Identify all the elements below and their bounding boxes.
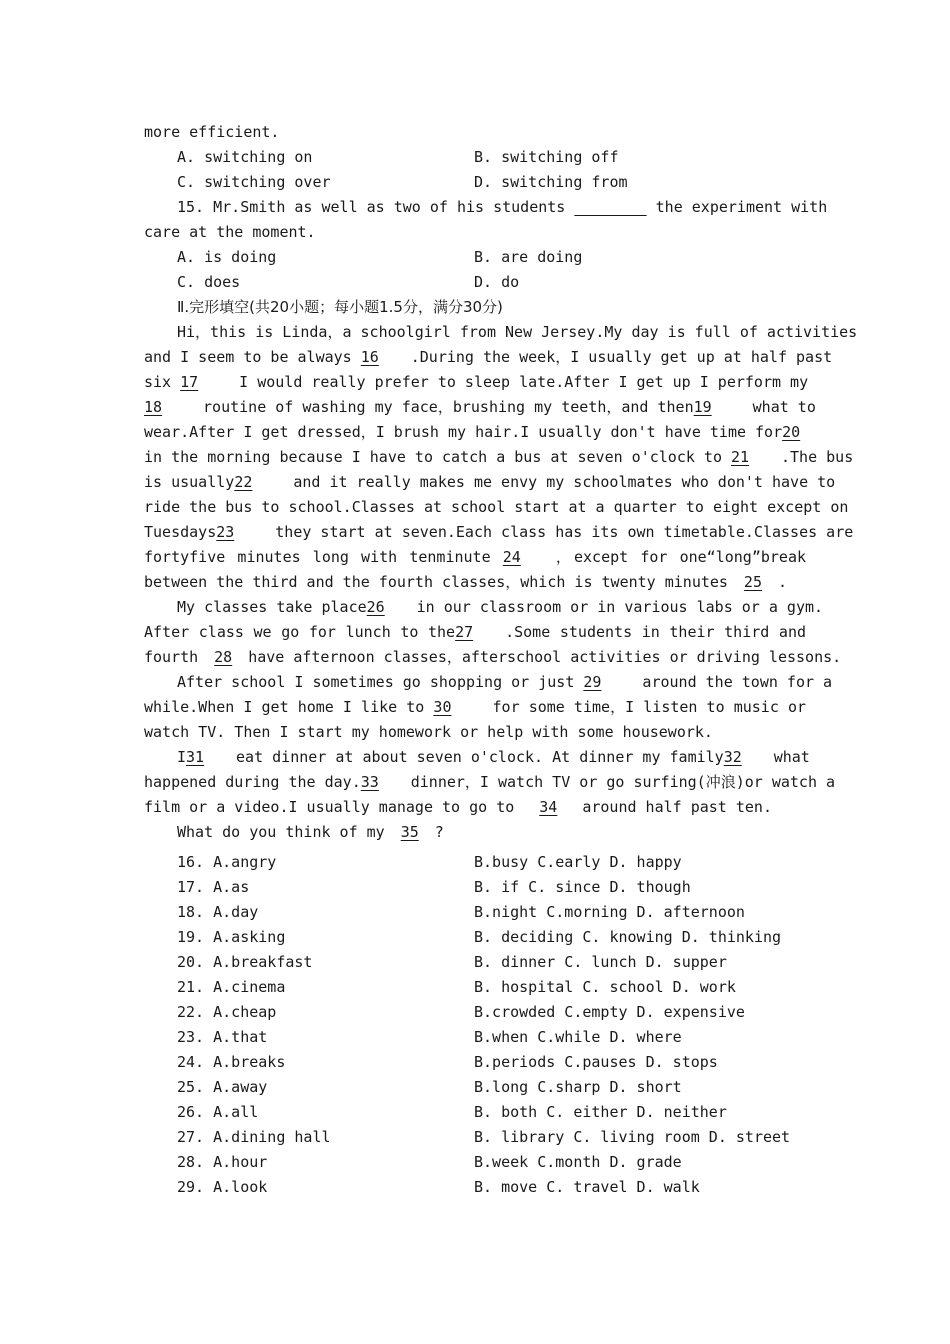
- option-bcd: B. deciding C. knowing D. thinking: [474, 928, 782, 946]
- passage-line: [144, 445, 854, 470]
- passage-line: [144, 420, 806, 445]
- passage-text: have afternoon classes，afterschool activities or driving lessons.: [248, 648, 842, 666]
- q14-option-c: C. switching over: [177, 173, 331, 191]
- passage-text: around the town for a: [633, 673, 833, 691]
- passage-line: [144, 770, 836, 795]
- passage-text: My classes take place: [177, 598, 367, 616]
- cloze-blank-25: 25: [743, 573, 762, 591]
- q14-option-b: B. switching off: [474, 148, 619, 166]
- passage-text: what to: [743, 398, 816, 416]
- option-a: 23. A.that: [177, 1028, 268, 1046]
- passage-text: between the third and the fourth classes，which is twenty minutes: [144, 573, 728, 591]
- option-bcd: B. dinner C. lunch D. supper: [474, 953, 727, 971]
- passage-text: fortyfive minutes long with tenminute: [144, 548, 503, 566]
- cloze-blank-16: 16: [360, 348, 379, 366]
- q14-stem-continuation: more efficient.: [144, 123, 280, 141]
- cloze-blank-18: 18: [144, 398, 163, 416]
- passage-line: [144, 395, 816, 420]
- option-bcd: B.crowded C.empty D. expensive: [474, 1003, 745, 1021]
- passage-text: and I seem to be always: [144, 348, 361, 366]
- passage-text: fourth: [144, 648, 199, 666]
- passage-text: .Some students in their third and: [505, 623, 806, 641]
- cloze-blank-33: 33: [360, 773, 379, 791]
- passage-text: I: [177, 748, 187, 766]
- passage-text: six: [144, 373, 181, 391]
- passage-line: [144, 620, 806, 645]
- q15-blank: [574, 195, 646, 220]
- cloze-blank-30: 30: [433, 698, 452, 716]
- passage-text: in the morning because I have to catch a bus at seven o'clock to: [144, 448, 731, 466]
- passage-text: around half past ten.: [573, 798, 772, 816]
- passage-line: [144, 345, 833, 370]
- q15-stem-text: 15. Mr.Smith as well as two of his students: [177, 198, 566, 216]
- passage-line: [144, 720, 806, 745]
- q15-option-a: A. is doing: [177, 248, 277, 266]
- q14-option-d: D. switching from: [474, 173, 628, 191]
- passage-text: wear.After I get dressed，I brush my hair.I usually don't have time for: [144, 423, 783, 441]
- q15-option-b: B. are doing: [474, 248, 583, 266]
- passage-text: After class we go for lunch to the: [144, 623, 456, 641]
- option-a: 19. A.asking: [177, 928, 286, 946]
- passage-text: and it really makes me envy my schoolmates who don't have to: [284, 473, 836, 491]
- option-bcd: B.night C.morning D. afternoon: [474, 903, 745, 921]
- cloze-blank-35: 35: [400, 823, 419, 841]
- option-a: 26. A.all: [177, 1103, 259, 1121]
- passage-text: watch TV. Then I start my homework or help with some housework.: [144, 723, 713, 741]
- cloze-blank-19: 19: [693, 398, 712, 416]
- option-bcd: B. move C. travel D. walk: [474, 1178, 700, 1196]
- passage-line: [144, 545, 806, 570]
- q14-option-a: A. switching on: [177, 148, 313, 166]
- passage-text: ?: [434, 823, 444, 841]
- passage-line: [177, 595, 824, 620]
- passage-line: [177, 670, 833, 695]
- passage-text: Tuesdays: [144, 523, 217, 541]
- option-a: 20. A.breakfast: [177, 953, 313, 971]
- passage-line: [144, 370, 809, 395]
- passage-text: .During the week，I usually get up at half past: [410, 348, 833, 366]
- option-a: 16. A.angry: [177, 853, 277, 871]
- passage-line: [177, 320, 858, 345]
- passage-text: for some time，I listen to music or: [483, 698, 807, 716]
- cloze-blank-31: 31: [186, 748, 205, 766]
- cloze-blank-17: 17: [180, 373, 199, 391]
- cloze-blank-29: 29: [583, 673, 602, 691]
- cloze-blank-34: 34: [539, 798, 558, 816]
- passage-text: routine of washing my face，brushing my teeth，and then: [194, 398, 694, 416]
- passage-text: ，except for one“long”break: [552, 548, 807, 566]
- option-a: 18. A.day: [177, 903, 259, 921]
- q15-option-d: D. do: [474, 273, 520, 291]
- passage-text: .The bus: [781, 448, 854, 466]
- passage-text: in our classroom or in various labs or a gym.: [416, 598, 824, 616]
- cloze-blank-26: 26: [366, 598, 385, 616]
- option-bcd: B. hospital C. school D. work: [474, 978, 736, 996]
- option-a: 21. A.cinema: [177, 978, 286, 996]
- passage-line: [144, 645, 842, 670]
- option-bcd: B. library C. living room D. street: [474, 1128, 791, 1146]
- passage-line: [177, 820, 806, 845]
- passage-text: dinner，I watch TV or go surfing(冲浪)or watch a: [410, 773, 836, 791]
- cloze-blank-32: 32: [723, 748, 742, 766]
- passage-text: they start at seven.Each class has its own timetable.Classes are: [266, 523, 854, 541]
- cloze-blank-23: 23: [216, 523, 235, 541]
- passage-line: [144, 470, 836, 495]
- option-a: 17. A.as: [177, 878, 250, 896]
- passage-line: [177, 745, 810, 770]
- passage-text: film or a video.I usually manage to go to: [144, 798, 524, 816]
- section-title: Ⅱ.完形填空(共20小题；每小题1.5分，满分30分): [177, 298, 503, 316]
- option-bcd: B. if C. since D. though: [474, 878, 691, 896]
- q15-option-c: C. does: [177, 273, 241, 291]
- passage-text: what: [773, 748, 810, 766]
- q15-stem-line1: [177, 195, 828, 220]
- option-a: 29. A.look: [177, 1178, 268, 1196]
- passage-text: Hi，this is Linda，a schoolgirl from New Jersey.My day is full of activities: [177, 323, 858, 341]
- cloze-blank-27: 27: [455, 623, 474, 641]
- q15-stem-text-2: the experiment with: [655, 198, 828, 216]
- passage-text: eat dinner at about seven o'clock. At dinner my family: [236, 748, 724, 766]
- passage-line: [144, 795, 806, 820]
- option-bcd: B.busy C.early D. happy: [474, 853, 682, 871]
- passage-line: [144, 695, 806, 720]
- passage-text: After school I sometimes go shopping or just: [177, 673, 584, 691]
- passage-text: while.When I get home I like to: [144, 698, 434, 716]
- passage-text: is usually: [144, 473, 235, 491]
- option-bcd: B.long C.sharp D. short: [474, 1078, 682, 1096]
- option-a: 22. A.cheap: [177, 1003, 277, 1021]
- option-a: 27. A.dining hall: [177, 1128, 331, 1146]
- option-bcd: B.periods C.pauses D. stops: [474, 1053, 718, 1071]
- passage-line: [144, 520, 854, 545]
- cloze-blank-28: 28: [214, 648, 233, 666]
- passage-line: [144, 495, 849, 520]
- cloze-blank-21: 21: [731, 448, 750, 466]
- q15-stem-line2: care at the moment.: [144, 223, 316, 241]
- cloze-blank-24: 24: [502, 548, 521, 566]
- option-a: 25. A.away: [177, 1078, 268, 1096]
- option-bcd: B. both C. either D. neither: [474, 1103, 727, 1121]
- cloze-blank-20: 20: [782, 423, 801, 441]
- option-a: 24. A.breaks: [177, 1053, 286, 1071]
- option-a: 28. A.hour: [177, 1153, 268, 1171]
- passage-text: ride the bus to school.Classes at school start at a quarter to eight except on: [144, 498, 849, 516]
- passage-text: happened during the day.: [144, 773, 361, 791]
- passage-text: I would really prefer to sleep late.After I get up I perform my: [230, 373, 809, 391]
- passage-line: [144, 570, 806, 595]
- passage-text: .: [777, 573, 787, 591]
- passage-text: What do you think of my: [177, 823, 385, 841]
- option-bcd: B.when C.while D. where: [474, 1028, 682, 1046]
- option-bcd: B.week C.month D. grade: [474, 1153, 682, 1171]
- cloze-blank-22: 22: [234, 473, 253, 491]
